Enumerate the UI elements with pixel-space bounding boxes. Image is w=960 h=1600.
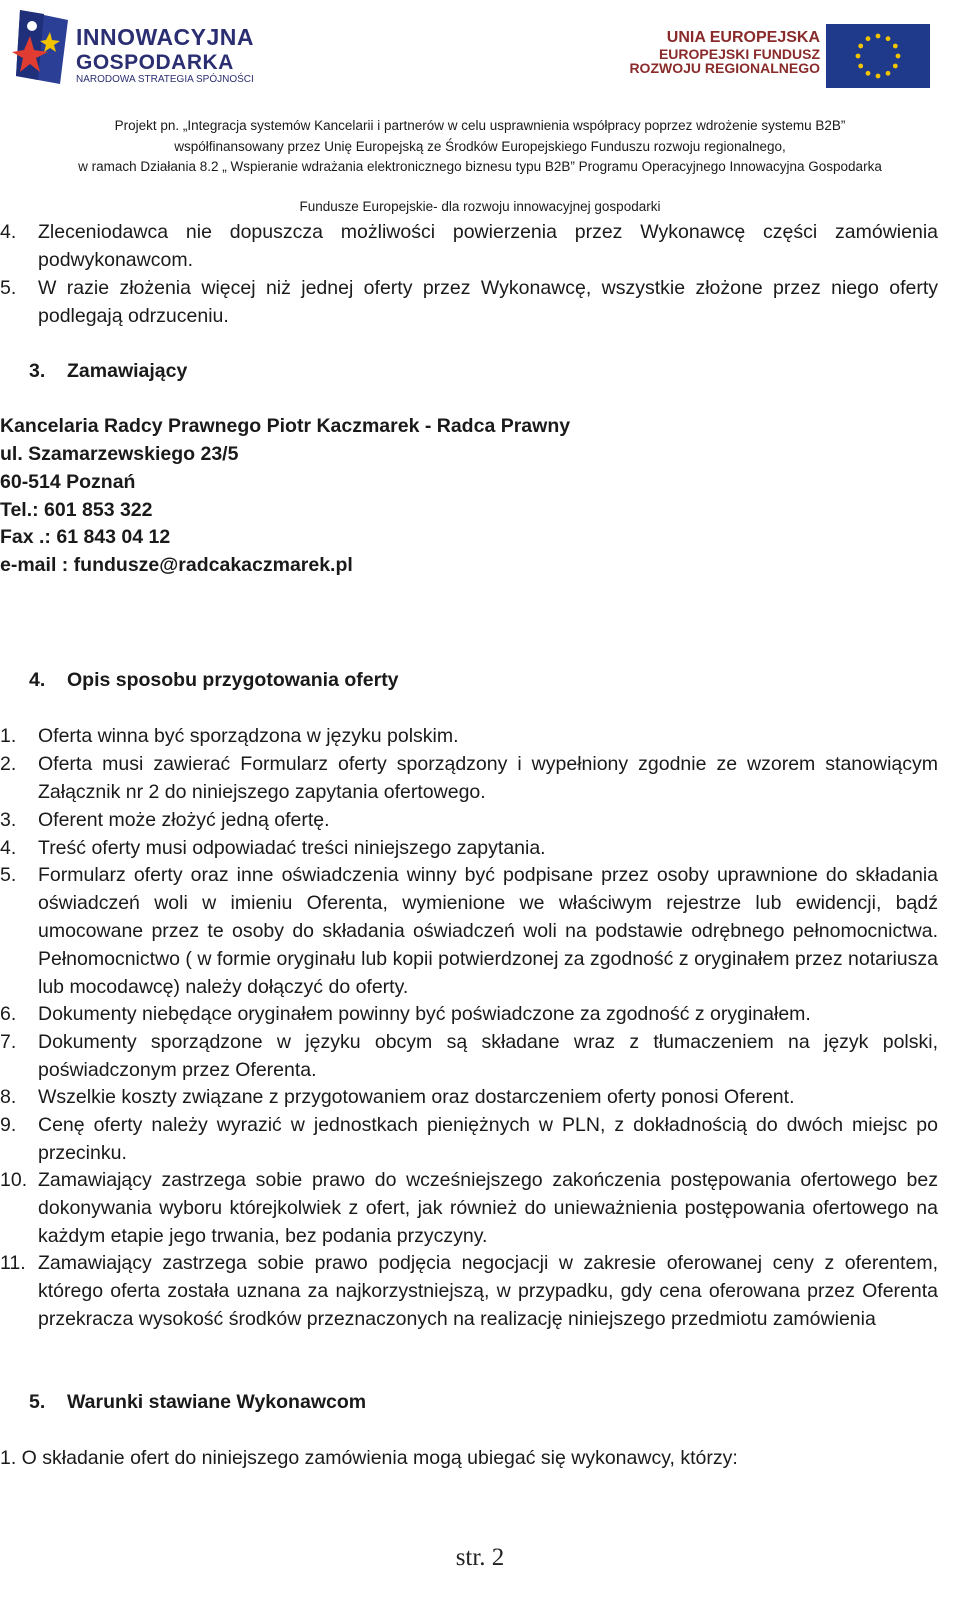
- client-fax: Fax .: 61 843 04 12: [0, 526, 171, 548]
- project-title-line: Projekt pn. „Integracja systemów Kancelarii i partnerów w celu usprawnienia współpracy poprzez wdrożenie systemu B2B”: [114, 118, 846, 133]
- ig-star-flag-icon: [10, 6, 72, 86]
- list-item-number: 10.: [0, 1169, 28, 1191]
- section-5-number: 5.: [29, 1391, 46, 1413]
- list-item-number: 7.: [0, 1031, 17, 1053]
- list-item-number: 5.: [0, 864, 17, 886]
- client-email-link[interactable]: e-mail : fundusze@radcakaczmarek.pl: [0, 554, 353, 576]
- list-item: Dokumenty niebędące oryginałem powinny być poświadczone za zgodność z oryginałem.: [38, 1003, 811, 1025]
- intro-item-5-number: 5.: [0, 277, 17, 299]
- section-3-number: 3.: [29, 360, 46, 382]
- list-item-number: 6.: [0, 1003, 17, 1025]
- list-item: Treść oferty musi odpowiadać treści niniejszego zapytania.: [38, 837, 546, 859]
- client-city: 60-514 Poznań: [0, 471, 136, 493]
- eu-fund-line-text: EUROPEJSKI FUNDUSZ: [658, 45, 820, 62]
- contractor-conditions-intro: 1. O składanie ofert do niniejszego zamówienia mogą ubiegać się wykonawcy, którzy:: [0, 1447, 738, 1469]
- eu-fund-text: [629, 30, 820, 76]
- section-4-title: Opis sposobu przygotowania oferty: [67, 669, 399, 691]
- intro-item-5-text: W razie złożenia więcej niż jednej oferty przez Wykonawcę, wszystkie złożone przez niego oferty podlegają odrzuceniu.: [38, 277, 938, 327]
- logo-gospodarka-text: GOSPODARKA: [76, 51, 234, 74]
- list-item: Oferta musi zawierać Formularz oferty sporządzony i wypełniony zgodnie ze wzorem stanowiącym Załącznik nr 2 do niniejszego zapytania ofertowego.: [38, 753, 938, 803]
- section-3-title: Zamawiający: [67, 360, 188, 382]
- eu-union-text: UNIA EUROPEJSKA: [666, 29, 820, 46]
- list-item: Oferent może złożyć jedną ofertę.: [38, 809, 330, 831]
- list-item-number: 2.: [0, 753, 17, 775]
- eu-regional-text: ROZWOJU REGIONALNEGO: [629, 60, 820, 77]
- cofinancing-line: współfinansowany przez Unię Europejską ze Środków Europejskiego Funduszu rozwoju regionalnego,: [174, 139, 786, 154]
- list-item: Cenę oferty należy wyrazić w jednostkach pieniężnych w PLN, z dokładnością do dwóch miejsc po przecinku.: [38, 1114, 938, 1164]
- list-item: Zamawiający zastrzega sobie prawo do wcześniejszego zakończenia postępowania ofertowego bez dokonywania wyboru którejkolwiek z ofert, jak również do unieważnienia postępowania ofertowego na każdym etapie jego trwania, bez podania przyczyny.: [38, 1169, 938, 1247]
- list-item: Wszelkie koszty związane z przygotowaniem oraz dostarczeniem oferty ponosi Oferent.: [38, 1086, 795, 1108]
- intro-item-4-number: 4.: [0, 221, 17, 243]
- innowacyjna-gospodarka-logo: [10, 6, 260, 86]
- list-item-number: 3.: [0, 809, 17, 831]
- intro-item-4-text: Zleceniodawca nie dopuszcza możliwości powierzenia przez Wykonawcę części zamówienia podwykonawcom.: [38, 221, 938, 271]
- client-street: ul. Szamarzewskiego 23/5: [0, 443, 239, 465]
- section-5-title: Warunki stawiane Wykonawcom: [67, 1391, 367, 1413]
- client-name: Kancelaria Radcy Prawnego Piotr Kaczmarek - Radca Prawny: [0, 415, 571, 437]
- list-item-number: 8.: [0, 1086, 17, 1108]
- list-item-number: 4.: [0, 837, 17, 859]
- eu-funds-slogan: Fundusze Europejskie- dla rozwoju innowacyjnej gospodarki: [299, 199, 661, 214]
- logo-nss-text: NARODOWA STRATEGIA SPÓJNOŚCI: [76, 74, 254, 85]
- logo-innowacyjna-text: INNOWACYJNA: [76, 24, 255, 50]
- list-item-number: 9.: [0, 1114, 17, 1136]
- eu-flag-icon: [826, 24, 930, 88]
- list-item: Dokumenty sporządzone w języku obcym są składane wraz z tłumaczeniem na język polski, poświadczonym przez Oferenta.: [38, 1031, 938, 1081]
- list-item: Zamawiający zastrzega sobie prawo podjęcia negocjacji w zakresie oferowanej ceny z oferentem, którego oferta została uznana za najkorzystniejszą, w przypadku, gdy cena oferowana przez Oferenta przekracza wysokość środków przeznaczonych na realizację niniejszego przedmiotu zamówienia: [38, 1252, 938, 1330]
- list-item: Oferta winna być sporządzona w języku polskim.: [38, 725, 459, 747]
- list-item-number: 11.: [0, 1252, 26, 1274]
- section-4-number: 4.: [29, 669, 46, 691]
- list-item-number: 1.: [0, 725, 17, 747]
- list-item: Formularz oferty oraz inne oświadczenia winny być podpisane przez osoby uprawnione do składania oświadczeń woli w imieniu Oferenta, wymienione we właściwym rejestrze lub ewidencji, bądź umocowane przez te osoby do składania oświadczeń woli na podstawie odrębnego pełnomocnictwa. Pełnomocnictwo ( w formie oryginału lub kopii potwierdzonej za zgodność z oryginałem przez notariusza lub mocodawcę) należy dołączyć do oferty.: [38, 864, 938, 998]
- page-number: str. 2: [455, 1544, 505, 1571]
- client-phone: Tel.: 601 853 322: [0, 499, 153, 521]
- program-line: w ramach Działania 8.2 „ Wspieranie wdrażania elektronicznego biznesu typu B2B” Programu Operacyjnego Innowacyjna Gospodarka: [78, 159, 882, 174]
